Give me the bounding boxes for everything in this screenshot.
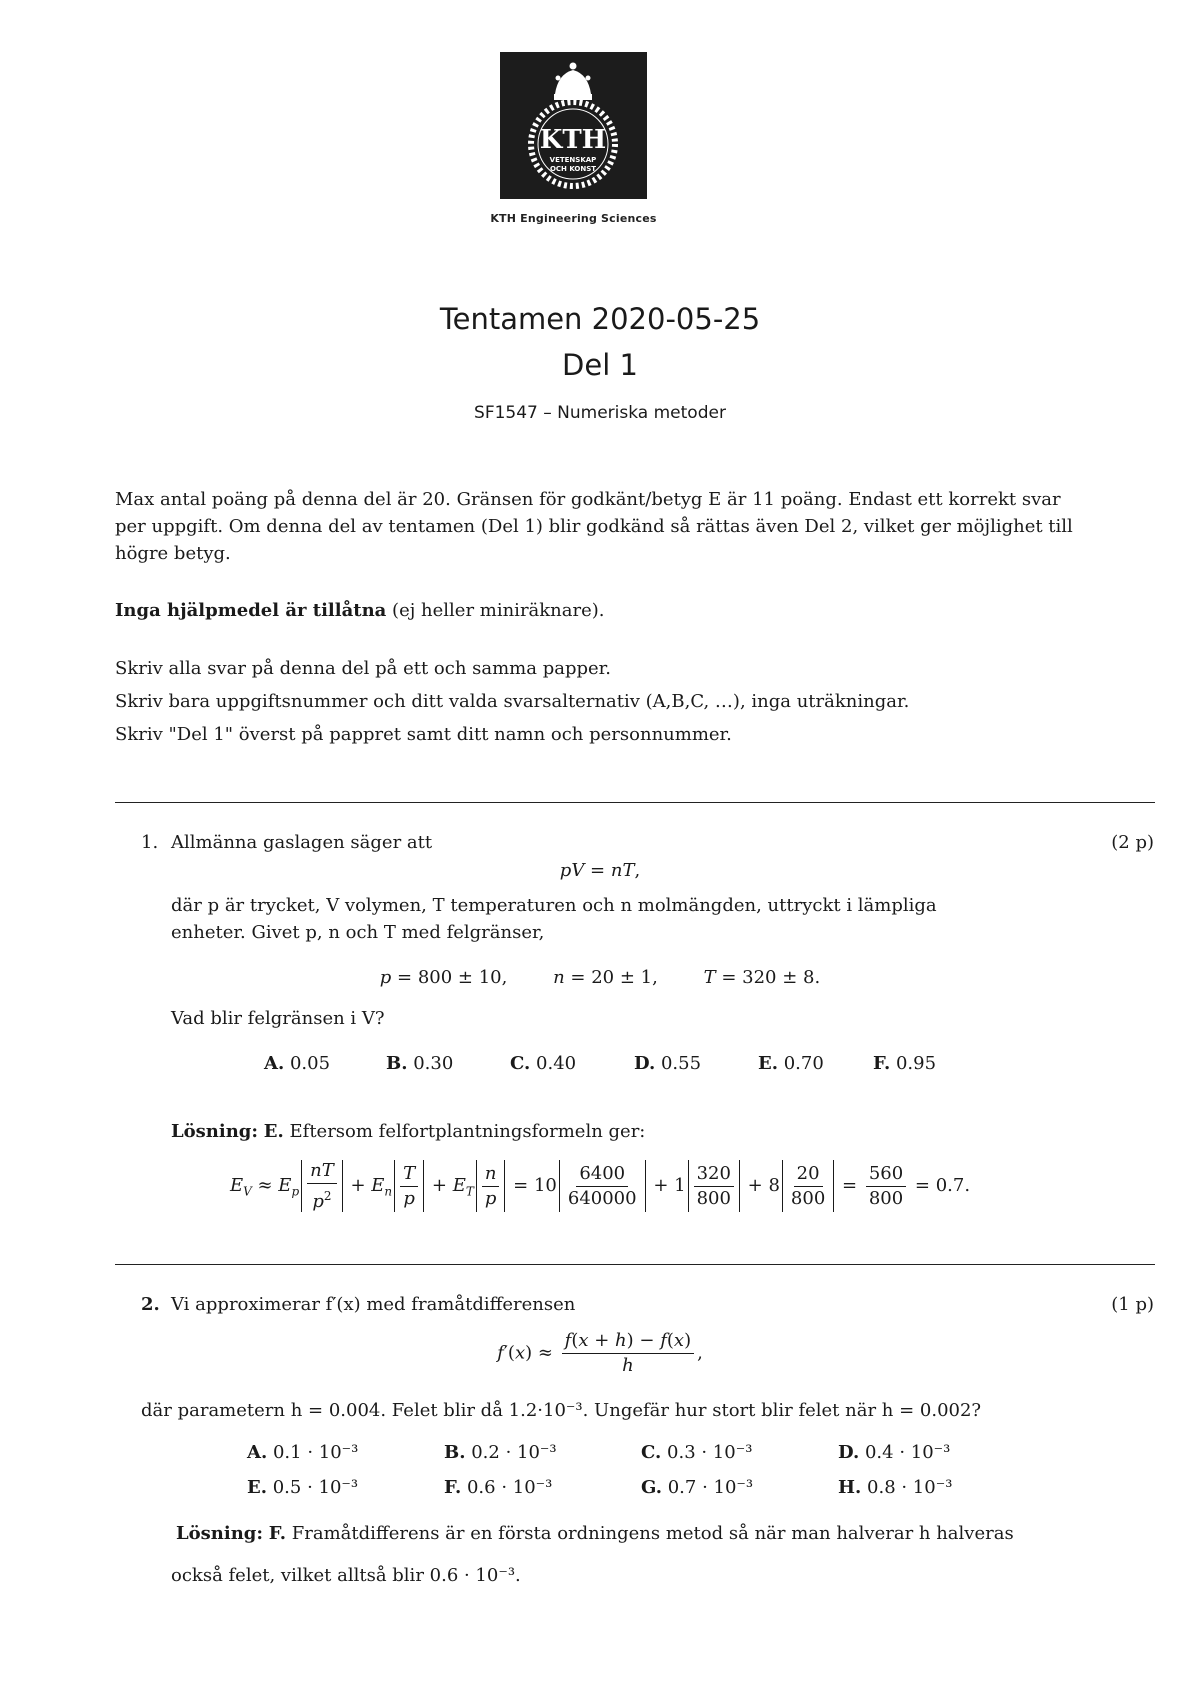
- q2-option-g: G. 0.7 · 10⁻³: [641, 1477, 754, 1498]
- q1-solution: Lösning: E. Eftersom felfortplantningsformeln ger:: [171, 1121, 646, 1142]
- q2-option-c: C. 0.3 · 10⁻³: [641, 1442, 753, 1463]
- q2-number: 2.: [141, 1294, 160, 1315]
- q2-option-a: A. 0.1 · 10⁻³: [247, 1442, 359, 1463]
- q2-option-e: E. 0.5 · 10⁻³: [247, 1477, 359, 1498]
- q1-desc-1: där p är trycket, V volymen, T temperaturen och n molmängden, uttryckt i lämpliga: [171, 895, 937, 916]
- logo-caption: KTH Engineering Sciences: [490, 212, 657, 225]
- q1-gas-law-equation: pV = nT,: [559, 860, 641, 881]
- q2-points: (1 p): [1111, 1294, 1154, 1315]
- write-line-3: Skriv "Del 1" överst på pappret samt ditt namn och personnummer.: [115, 724, 732, 745]
- svg-text:OCH KONST: OCH KONST: [549, 165, 597, 173]
- q1-option-c: C. 0.40: [510, 1053, 577, 1074]
- q1-option-a: A. 0.05: [264, 1053, 331, 1074]
- course-name: SF1547 – Numeriska metoder: [474, 403, 726, 423]
- q2-intro: Vi approximerar f′(x) med framåtdifferensen: [171, 1294, 576, 1315]
- q2-option-h: H. 0.8 · 10⁻³: [838, 1477, 953, 1498]
- q2-option-b: B. 0.2 · 10⁻³: [444, 1442, 557, 1463]
- q1-points: (2 p): [1111, 832, 1154, 853]
- aids-bold: Inga hjälpmedel är tillåtna: [115, 600, 387, 621]
- exam-title: Tentamen 2020-05-25: [439, 302, 761, 336]
- aids-rest: (ej heller miniräknare).: [386, 600, 605, 621]
- instructions-intro: Max antal poäng på denna del är 20. Gränsen för godkänt/betyg E är 11 poäng. Endast ett korrekt svar per uppgift. Om denna del av tentamen (Del 1) blir godkänd så rättas även Del 2, vilket ger möjlighet till högre betyg.: [115, 489, 1073, 564]
- q2-option-f: F. 0.6 · 10⁻³: [444, 1477, 553, 1498]
- q2-desc: där parametern h = 0.004. Felet blir då 1.2·10⁻³. Ungefär hur stort blir felet när h = 0.002?: [141, 1400, 982, 1421]
- q1-desc-2: enheter. Givet p, n och T med felgränser,: [171, 922, 545, 943]
- instructions-aids: [115, 597, 1075, 624]
- q1-error-bounds: p = 800 ± 10, n = 20 ± 1, T = 320 ± 8.: [379, 967, 821, 988]
- q2-forward-difference-formula: f′(x) ≈ $\frac{f(x + h) - f(x)}{h}$ ,: [497, 1330, 703, 1376]
- instructions-write: [115, 652, 1075, 751]
- exam-part: Del 1: [562, 348, 638, 382]
- q2-solution-line-1: Lösning: F. Framåtdifferens är en första ordningens metod så när man halverar h halveras: [176, 1523, 1014, 1544]
- kth-logo: [500, 52, 647, 199]
- divider: [115, 802, 1155, 803]
- write-line-2: Skriv bara uppgiftsnummer och ditt valda svarsalternativ (A,B,C, …), inga uträkningar.: [115, 691, 910, 712]
- divider: [115, 1264, 1155, 1265]
- logo-text: KTH: [539, 125, 607, 155]
- crown-wreath-icon: [500, 52, 647, 199]
- q1-option-e: E. 0.70: [758, 1053, 824, 1074]
- write-line-1: Skriv alla svar på denna del på ett och samma papper.: [115, 658, 612, 679]
- q1-number: 1.: [141, 832, 159, 853]
- q1-intro: Allmänna gaslagen säger att: [171, 832, 433, 853]
- svg-text:VETENSKAP: VETENSKAP: [549, 156, 597, 164]
- q1-question: Vad blir felgränsen i V?: [171, 1008, 385, 1029]
- q2-solution-line-2: också felet, vilket alltså blir 0.6 · 10⁻³.: [171, 1565, 521, 1586]
- q1-option-f: F. 0.95: [873, 1053, 937, 1074]
- q2-option-d: D. 0.4 · 10⁻³: [838, 1442, 951, 1463]
- q1-option-d: D. 0.55: [634, 1053, 702, 1074]
- q1-option-b: B. 0.30: [386, 1053, 454, 1074]
- q1-solution-formula: $E_V \approx E_p$ $\frac{nT}{p^2}$ + $E_n$ $\frac{T}{p}$ + $E_T$ $\frac{n}{p}$ = 10 $\frac{6400}{640000}$ + 1 $\frac{320}{800}$ + 8 $\frac{20}{800}$ = $\frac{560}{800}$ = 0.7.: [229, 1159, 971, 1212]
